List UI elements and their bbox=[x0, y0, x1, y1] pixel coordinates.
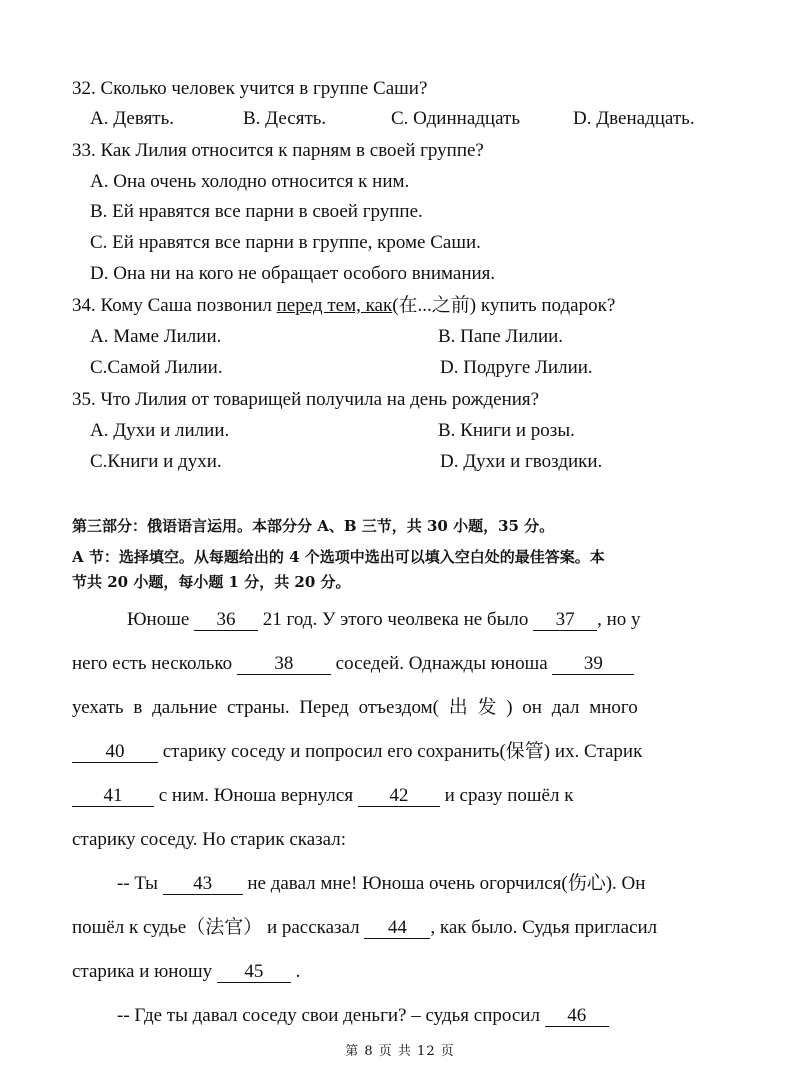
q34-question bbox=[72, 295, 615, 317]
q33-question: 33. Как Лилия относится к парням в своей группе? bbox=[72, 140, 484, 161]
q34-option-d: D. Подруге Лилии. bbox=[440, 357, 593, 378]
passage-line-1 bbox=[127, 609, 641, 631]
blank-46: 46 bbox=[545, 1006, 609, 1027]
q34-underlined: перед тем, как bbox=[276, 295, 393, 316]
q35-option-b: B. Книги и розы. bbox=[438, 420, 575, 441]
blank-45: 45 bbox=[217, 962, 291, 983]
passage-text: и сразу пошёл к bbox=[439, 785, 574, 806]
q33-option-b: B. Ей нравятся все парни в своей группе. bbox=[90, 201, 423, 222]
passage-line-8 bbox=[72, 917, 657, 939]
passage-text: -- Где ты давал соседу свои деньги? – судья спросил bbox=[117, 1005, 545, 1026]
passage-line-10 bbox=[117, 1005, 609, 1027]
passage-line-2 bbox=[72, 653, 634, 675]
blank-40: 40 bbox=[72, 742, 158, 763]
blank-37: 37 bbox=[533, 610, 597, 631]
passage-line-6: старику соседу. Но старик сказал: bbox=[72, 829, 346, 850]
passage-text: -- Ты bbox=[117, 873, 163, 894]
passage-text: , как было. Судья пригласил bbox=[430, 917, 658, 938]
q32-option-a: A. Девять. bbox=[90, 108, 175, 129]
passage-text: соседей. Однажды юноша bbox=[330, 653, 553, 674]
blank-41: 41 bbox=[72, 786, 154, 807]
passage-text: Юноше bbox=[127, 609, 195, 630]
blank-38: 38 bbox=[237, 654, 331, 675]
q34-prefix: 34. Кому Саша позвонил bbox=[72, 295, 277, 316]
q34-option-a: A. Маме Лилии. bbox=[90, 326, 222, 347]
passage-text: старика и юношу bbox=[72, 961, 217, 982]
q35-option-d: D. Духи и гвоздики. bbox=[440, 451, 603, 472]
q32-option-b: B. Десять. bbox=[243, 108, 327, 129]
passage-line-5 bbox=[72, 785, 573, 807]
q33-option-d: D. Она ни на кого не обращает особого внимания. bbox=[90, 263, 496, 284]
passage-text: него есть несколько bbox=[72, 653, 237, 674]
blank-36: 36 bbox=[194, 610, 258, 631]
blank-39: 39 bbox=[552, 654, 634, 675]
q35-option-a: A. Духи и лилии. bbox=[90, 420, 230, 441]
q32-option-d: D. Двенадцать. bbox=[573, 108, 695, 129]
passage-line-4 bbox=[72, 741, 642, 763]
blank-44: 44 bbox=[364, 918, 430, 939]
passage-line-9 bbox=[72, 961, 300, 983]
q32-option-c: C. Одиннадцать bbox=[391, 108, 520, 129]
section3-heading: 第三部分：俄语语言运用。本部分分 A、B 三节，共 30 小题，35 分。 bbox=[72, 517, 555, 535]
q34-option-c: C.Самой Лилии. bbox=[90, 357, 223, 378]
q33-option-a: A. Она очень холодно относится к ним. bbox=[90, 171, 410, 192]
q35-option-c: C.Книги и духи. bbox=[90, 451, 222, 472]
passage-text: старику соседу и попросил его сохранить(保管) их. Старик bbox=[158, 741, 643, 762]
passage-text: , но у bbox=[597, 609, 641, 630]
q33-option-c: C. Ей нравятся все парни в группе, кроме Саши. bbox=[90, 232, 481, 253]
passage-text: 21 год. У этого чеолвека не было bbox=[258, 609, 534, 630]
blank-43: 43 bbox=[163, 874, 243, 895]
blank-42: 42 bbox=[358, 786, 440, 807]
passage-line-7 bbox=[117, 873, 645, 895]
q34-suffix: (在...之前) купить подарок? bbox=[392, 295, 616, 316]
passage-text: пошёл к судье（法官） и рассказал bbox=[72, 917, 365, 938]
section3-sub-line1: A 节：选择填空。从每题给出的 4 个选项中选出可以填入空白处的最佳答案。本 bbox=[72, 548, 605, 566]
q34-option-b: B. Папе Лилии. bbox=[438, 326, 564, 347]
q35-question: 35. Что Лилия от товарищей получила на день рождения? bbox=[72, 389, 540, 410]
q32-question: 32. Сколько человек учится в группе Саши? bbox=[72, 78, 428, 99]
passage-line-3: уехать в дальние страны. Перед отъездом( 出 发 ) он дал много bbox=[72, 697, 638, 718]
section3-sub-line2: 节共 20 小题，每小题 1 分，共 20 分。 bbox=[72, 573, 351, 591]
passage-text: с ним. Юноша вернулся bbox=[154, 785, 358, 806]
page-footer: 第 8 页 共 12 页 bbox=[345, 1044, 455, 1059]
passage-text: не давал мне! Юноша очень огорчился(伤心). Он bbox=[242, 873, 646, 894]
passage-text: . bbox=[290, 961, 301, 982]
